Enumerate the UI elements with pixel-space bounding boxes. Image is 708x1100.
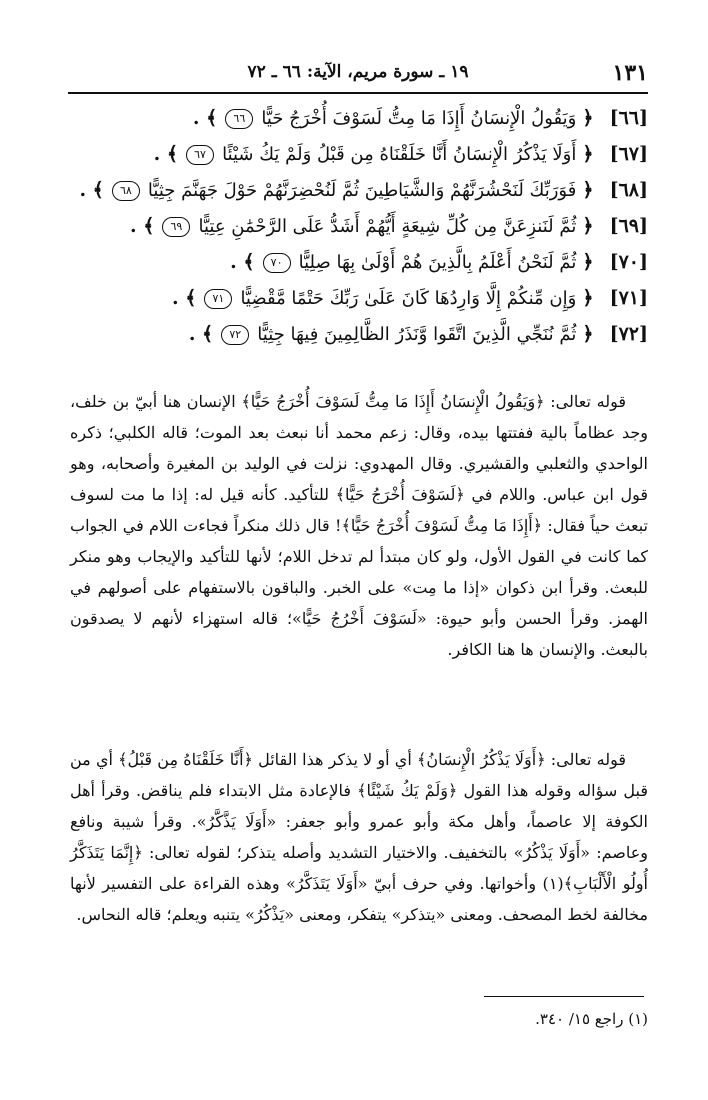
- verse-text: فَوَرَبِّكَ لَنَحْشُرَنَّهُمْ وَالشَّيَاطِينَ ثُمَّ لَنُحْضِرَنَّهُمْ حَوْلَ جَهَنَّمَ جِثِيًّا: [147, 180, 577, 201]
- verse-number: [٦٩]: [609, 215, 648, 237]
- page-header: [68, 58, 648, 94]
- verse-number: [٦٨]: [609, 179, 648, 201]
- verse-number: [٧٠]: [609, 251, 648, 273]
- verse-line: [170, 316, 648, 352]
- verse-line: [130, 208, 648, 244]
- verse-line: [79, 172, 648, 208]
- ornate-bracket-close: ﴾ .: [79, 179, 104, 201]
- ornate-bracket-close: ﴾ .: [130, 215, 155, 237]
- verse-line: [170, 244, 648, 280]
- ornate-bracket-close: ﴾ .: [192, 107, 218, 129]
- verse-line: [170, 280, 648, 316]
- verse-text: ثُمَّ لَنَحْنُ أَعْلَمُ بِالَّذِينَ هُمْ أَوْلَىٰ بِهَا صِلِيًّا: [298, 252, 577, 273]
- verse-end-marker: ٦٦: [225, 109, 253, 129]
- ornate-bracket-open: ﴿: [582, 179, 594, 201]
- verse-end-marker: ٧١: [204, 289, 232, 309]
- verse-text: أَوَلَا يَذْكُرُ الْإِنسَانُ أَنَّا خَلَقْنَاهُ مِن قَبْلُ وَلَمْ يَكُ شَيْئًا: [222, 144, 577, 165]
- ornate-bracket-open: ﴿: [582, 107, 594, 129]
- ornate-bracket-open: ﴿: [582, 215, 594, 237]
- verse-end-marker: ٧٢: [221, 325, 249, 345]
- ornate-bracket-close: ﴾ .: [171, 287, 197, 309]
- ornate-bracket-close: ﴾ .: [188, 323, 214, 345]
- ornate-bracket-close: ﴾ .: [153, 143, 178, 165]
- verse-end-marker: ٦٧: [186, 145, 214, 165]
- verse-line: [153, 136, 648, 172]
- verse-end-marker: ٦٩: [162, 217, 190, 237]
- page-number: ١٣١: [612, 60, 648, 86]
- verse-number: [٧١]: [609, 287, 648, 309]
- footnote-divider: [484, 996, 644, 997]
- verse-number: [٦٦]: [609, 107, 648, 129]
- ornate-bracket-open: ﴿: [582, 143, 594, 165]
- ornate-bracket-close: ﴾ .: [230, 251, 255, 273]
- verse-number: [٦٧]: [609, 143, 648, 165]
- verse-text: ثُمَّ نُنَجِّي الَّذِينَ اتَّقَوا وَّنَذَرُ الظَّالِمِينَ فِيهَا جِثِيًّا: [257, 324, 577, 345]
- commentary-paragraph: قوله تعالى: ﴿أَوَلَا يَذْكُرُ الْإِنسَانُ﴾ أي أو لا يذكر هذا القائل ﴿أَنَّا خَلَقْنَاهُ مِن قَبْلُ﴾ أي من قبل سؤاله وقوله هذا القول ﴿وَلَمْ يَكُ شَيْئًا﴾ فالإعادة مثل الابتداء فلم يناقض. وقرأ أهل الكوفة إلا عاصماً، وأهل مكة وأبو عمرو وأبو جعفر: «أَوَلَا يَذَّكَّرُ». وقرأ شيبة ونافع وعاصم: «أَوَلَا يَذْكُرُ» بالتخفيف. والاختيار التشديد وأصله يتذكر؛ لقوله تعالى: ﴿إِنَّمَا يَتَذَكَّرُ أُولُو الْأَلْبَابِ﴾(١) وأخواتها. وفي حرف أبيّ «أَوَلَا يَتَذَكَّرُ» وهذه القراءة على التفسير لأنها مخالفة لخط المصحف. ومعنى «يتذكر» يتفكر، ومعنى «يَذْكُرُ» يتنبه ويعلم؛ قاله النحاس.: [70, 750, 649, 924]
- verse-line: [170, 100, 648, 136]
- ornate-bracket-open: ﴿: [582, 251, 594, 273]
- verse-number: [٧٢]: [609, 323, 648, 345]
- footnote: (١) راجع ١٥/ ٣٤٠.: [535, 1010, 648, 1028]
- verse-text: وَإِن مِّنكُمْ إِلَّا وَارِدُهَا كَانَ عَلَىٰ رَبِّكَ حَتْمًا مَّقْضِيًّا: [240, 288, 577, 309]
- verse-text: وَيَقُولُ الْإِنسَانُ أَإِذَا مَا مِتُّ لَسَوْفَ أُخْرَجُ حَيًّا: [261, 108, 577, 129]
- verse-end-marker: ٦٨: [112, 181, 140, 201]
- running-title: ١٩ ـ سورة مريم، الآية: ٦٦ ـ ٧٢: [247, 62, 469, 82]
- ornate-bracket-open: ﴿: [582, 287, 594, 309]
- verse-text: ثُمَّ لَنَنزِعَنَّ مِن كُلِّ شِيعَةٍ أَيُّهُمْ أَشَدُّ عَلَى الرَّحْمَٰنِ عِتِيًّا: [198, 216, 577, 237]
- commentary-paragraph: قوله تعالى: ﴿وَيَقُولُ الْإِنسَانُ أَإِذَا مَا مِتُّ لَسَوْفَ أُخْرَجُ حَيًّا﴾ الإنسان هنا أبيّ بن خلف، وجد عظاماً بالية ففتتها بيده، وقال: زعم محمد أنا نبعث بعد الموت؛ قاله الكلبي؛ ذكره الواحدي والثعلبي والقشيري. وقال المهدوي: نزلت في الوليد بن المغيرة وأصحابه، وهو قول ابن عباس. واللام في ﴿لَسَوْفَ أُخْرَجُ حَيًّا﴾ للتأكيد. كأنه قيل له: إذا ما مت لسوف تبعث حياً فقال: ﴿أَإِذَا مَا مِتُّ لَسَوْفَ أُخْرَجُ حَيًّا﴾! قال ذلك منكراً فجاءت اللام في الجواب كما كانت في القول الأول، ولو كان مبتدأ لم تدخل اللام؛ لأنها للتأكيد والإيجاب وهو منكر للبعث. وقرأ ابن ذكوان «إذا ما مِت» على الخبر. والباقون بالاستفهام على أصولهم في الهمز. وقرأ الحسن وأبو حيوة: «لَسَوْفَ أَخْرُجُ حَيًّا»؛ قاله استهزاء لأنهم لا يصدقون بالبعث. والإنسان ها هنا الكافر.: [70, 392, 648, 659]
- verse-end-marker: ٧٠: [263, 253, 291, 273]
- verse-list: [79, 100, 648, 352]
- ornate-bracket-open: ﴿: [582, 323, 594, 345]
